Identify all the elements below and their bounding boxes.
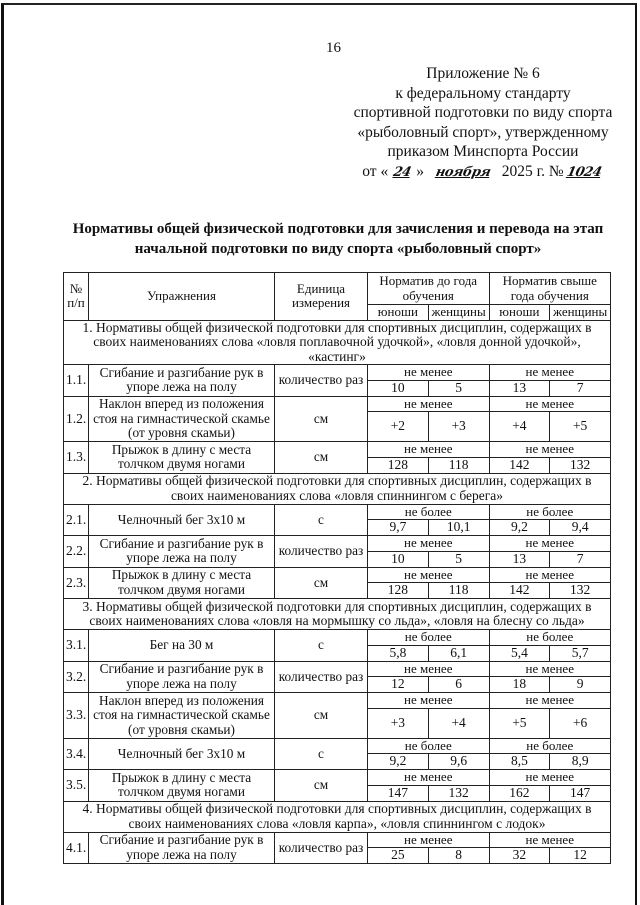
value-boys-first-year: 128 — [368, 457, 429, 473]
table-row — [64, 738, 611, 754]
table-row — [64, 536, 611, 552]
approval-date-line — [352, 162, 614, 183]
unit: см — [275, 693, 368, 739]
row-number: 4.1. — [64, 832, 89, 864]
row-number: 3.4. — [64, 738, 89, 770]
exercise-name: Бег на 30 м — [89, 630, 275, 662]
exercise-name: Сгибание и разгибание рук в упоре лежа на полу — [89, 536, 275, 568]
value-girls-first-year: +4 — [428, 708, 489, 738]
limit-first-year: не менее — [368, 832, 490, 848]
value-boys-first-year: 9,2 — [368, 754, 429, 770]
table-row — [64, 693, 611, 709]
unit: количество раз — [275, 832, 368, 864]
table-row — [64, 396, 611, 412]
value-girls-after-first-year: 132 — [550, 583, 611, 599]
value-girls-after-first-year: 132 — [550, 457, 611, 473]
value-girls-first-year: 6,1 — [428, 645, 489, 661]
value-girls-first-year: 9,6 — [428, 754, 489, 770]
value-boys-after-first-year: 5,4 — [489, 645, 550, 661]
value-girls-after-first-year: 9 — [550, 677, 611, 693]
limit-after-first-year: не менее — [489, 693, 611, 709]
limit-after-first-year: не менее — [489, 442, 611, 458]
title-line: Нормативы общей физической подготовки для зачисления и перевода на этап — [72, 221, 604, 237]
value-boys-first-year: 10 — [368, 380, 429, 396]
document-title — [62, 219, 614, 259]
limit-after-first-year: не менее — [489, 661, 611, 677]
header-girls: женщины — [550, 305, 611, 321]
approval-line: Приложение № 6 — [426, 65, 540, 82]
row-number: 3.3. — [64, 693, 89, 739]
unit: с — [275, 504, 368, 536]
value-girls-first-year: +3 — [428, 412, 489, 442]
limit-after-first-year: не менее — [489, 832, 611, 848]
exercise-name: Прыжок в длину с места толчком двумя ногами — [89, 770, 275, 802]
value-boys-after-first-year: 13 — [489, 551, 550, 567]
section-row — [64, 320, 611, 365]
value-girls-first-year: 118 — [428, 457, 489, 473]
norms-table — [63, 272, 611, 864]
unit: см — [275, 442, 368, 474]
table-row — [64, 567, 611, 583]
table-row — [64, 365, 611, 381]
header-girls: женщины — [428, 305, 489, 321]
exercise-name: Сгибание и разгибание рук в упоре лежа на полу — [89, 365, 275, 397]
limit-first-year: не менее — [368, 396, 490, 412]
table-row — [64, 770, 611, 786]
value-boys-first-year: 5,8 — [368, 645, 429, 661]
value-boys-after-first-year: +5 — [489, 708, 550, 738]
value-girls-first-year: 5 — [428, 380, 489, 396]
value-girls-after-first-year: +5 — [550, 412, 611, 442]
norms-body — [64, 320, 611, 864]
exercise-name: Прыжок в длину с места толчком двумя ногами — [89, 442, 275, 474]
handwritten-order-number: 1024 — [565, 164, 603, 180]
row-number: 1.2. — [64, 396, 89, 442]
value-girls-after-first-year: 9,4 — [550, 520, 611, 536]
header-group-first-year: Норматив до года обучения — [368, 273, 490, 305]
value-boys-first-year: 12 — [368, 677, 429, 693]
limit-first-year: не менее — [368, 693, 490, 709]
limit-after-first-year: не более — [489, 738, 611, 754]
header-boys: юноши — [489, 305, 550, 321]
approval-block — [352, 64, 614, 182]
limit-first-year: не менее — [368, 770, 490, 786]
value-girls-after-first-year: 5,7 — [550, 645, 611, 661]
handwritten-month: ноября — [434, 164, 492, 180]
row-number: 1.1. — [64, 365, 89, 397]
value-boys-after-first-year: 9,2 — [489, 520, 550, 536]
unit: количество раз — [275, 661, 368, 693]
limit-first-year: не менее — [368, 567, 490, 583]
value-girls-first-year: 5 — [428, 551, 489, 567]
unit: количество раз — [275, 365, 368, 397]
exercise-name: Челночный бег 3х10 м — [89, 738, 275, 770]
limit-after-first-year: не менее — [489, 770, 611, 786]
unit: с — [275, 738, 368, 770]
unit: см — [275, 567, 368, 599]
unit: с — [275, 630, 368, 662]
limit-first-year: не более — [368, 630, 490, 646]
value-boys-first-year: 25 — [368, 848, 429, 864]
value-girls-first-year: 118 — [428, 583, 489, 599]
section-title: 4. Нормативы общей физической подготовки для спортивных дисциплин, содержащих в своих наименованиях слова «ловля карпа», «ловля спиннингом с лодок» — [64, 801, 611, 832]
value-boys-after-first-year: 142 — [489, 457, 550, 473]
exercise-name: Прыжок в длину с места толчком двумя ногами — [89, 567, 275, 599]
value-boys-after-first-year: 32 — [489, 848, 550, 864]
limit-first-year: не менее — [368, 365, 490, 381]
limit-first-year: не менее — [368, 661, 490, 677]
limit-after-first-year: не менее — [489, 567, 611, 583]
value-girls-first-year: 6 — [428, 677, 489, 693]
value-boys-after-first-year: 18 — [489, 677, 550, 693]
value-boys-after-first-year: +4 — [489, 412, 550, 442]
value-boys-first-year: 128 — [368, 583, 429, 599]
section-title: 1. Нормативы общей физической подготовки для спортивных дисциплин, содержащих в своих наименованиях слова «ловля поплавочной удочкой», «ловля донной удочкой», «кастинг» — [64, 320, 611, 365]
value-boys-first-year: +3 — [368, 708, 429, 738]
table-row — [64, 832, 611, 848]
header-boys: юноши — [368, 305, 429, 321]
approval-line: приказом Минспорта России — [387, 143, 579, 160]
value-girls-first-year: 132 — [428, 785, 489, 801]
exercise-name: Челночный бег 3х10 м — [89, 504, 275, 536]
exercise-name: Наклон вперед из положения стоя на гимнастической скамье (от уровня скамьи) — [89, 396, 275, 442]
unit: см — [275, 396, 368, 442]
limit-first-year: не менее — [368, 536, 490, 552]
header-group-after-first-year: Норматив свыше года обучения — [489, 273, 611, 305]
unit: количество раз — [275, 536, 368, 568]
page-number: 16 — [326, 40, 341, 56]
limit-first-year: не более — [368, 504, 490, 520]
value-boys-after-first-year: 8,5 — [489, 754, 550, 770]
section-row — [64, 801, 611, 832]
exercise-name: Наклон вперед из положения стоя на гимнастической скамье (от уровня скамьи) — [89, 693, 275, 739]
handwritten-day: 24 — [392, 164, 413, 180]
title-line: начальной подготовки по виду спорта «рыболовный спорт» — [134, 241, 542, 257]
section-row — [64, 599, 611, 630]
section-title: 2. Нормативы общей физической подготовки для спортивных дисциплин, содержащих в своих наименованиях слова «ловля спиннингом с берега» — [64, 473, 611, 504]
section-title: 3. Нормативы общей физической подготовки для спортивных дисциплин, содержащих в своих наименованиях слова «ловля на мормышку со льда», «ловля на блесну со льда» — [64, 599, 611, 630]
value-girls-after-first-year: 8,9 — [550, 754, 611, 770]
row-number: 1.3. — [64, 442, 89, 474]
table-row — [64, 630, 611, 646]
value-boys-after-first-year: 142 — [489, 583, 550, 599]
approval-line: к федеральному стандарту — [395, 84, 571, 102]
value-girls-first-year: 10,1 — [428, 520, 489, 536]
exercise-name: Сгибание и разгибание рук в упоре лежа на полу — [89, 832, 275, 864]
approval-line: «рыболовный спорт», утвержденному — [357, 123, 609, 141]
limit-after-first-year: не более — [489, 504, 611, 520]
unit: см — [275, 770, 368, 802]
row-number: 2.1. — [64, 504, 89, 536]
date-mid: » — [416, 162, 424, 180]
value-girls-after-first-year: 147 — [550, 785, 611, 801]
value-boys-first-year: 9,7 — [368, 520, 429, 536]
table-row — [64, 661, 611, 677]
row-number: 3.2. — [64, 661, 89, 693]
row-number: 2.2. — [64, 536, 89, 568]
year-text: 2025 г. № — [501, 162, 564, 180]
table-row — [64, 504, 611, 520]
header-num: № п/п — [64, 273, 89, 321]
value-boys-after-first-year: 162 — [489, 785, 550, 801]
limit-after-first-year: не менее — [489, 536, 611, 552]
date-prefix: от « — [362, 162, 389, 180]
value-girls-first-year: 8 — [428, 848, 489, 864]
header-exercise: Упражнения — [89, 273, 275, 321]
table-row — [64, 442, 611, 458]
value-girls-after-first-year: +6 — [550, 708, 611, 738]
value-girls-after-first-year: 7 — [550, 380, 611, 396]
value-boys-first-year: 147 — [368, 785, 429, 801]
limit-after-first-year: не менее — [489, 396, 611, 412]
value-boys-after-first-year: 13 — [489, 380, 550, 396]
row-number: 3.1. — [64, 630, 89, 662]
limit-first-year: не более — [368, 738, 490, 754]
approval-line: спортивной подготовки по виду спорта — [353, 104, 613, 121]
section-row — [64, 473, 611, 504]
value-girls-after-first-year: 7 — [550, 551, 611, 567]
limit-first-year: не менее — [368, 442, 490, 458]
limit-after-first-year: не более — [489, 630, 611, 646]
row-number: 3.5. — [64, 770, 89, 802]
value-boys-first-year: 10 — [368, 551, 429, 567]
row-number: 2.3. — [64, 567, 89, 599]
value-girls-after-first-year: 12 — [550, 848, 611, 864]
header-unit: Единица измерения — [275, 273, 368, 321]
exercise-name: Сгибание и разгибание рук в упоре лежа на полу — [89, 661, 275, 693]
value-boys-first-year: +2 — [368, 412, 429, 442]
limit-after-first-year: не менее — [489, 365, 611, 381]
